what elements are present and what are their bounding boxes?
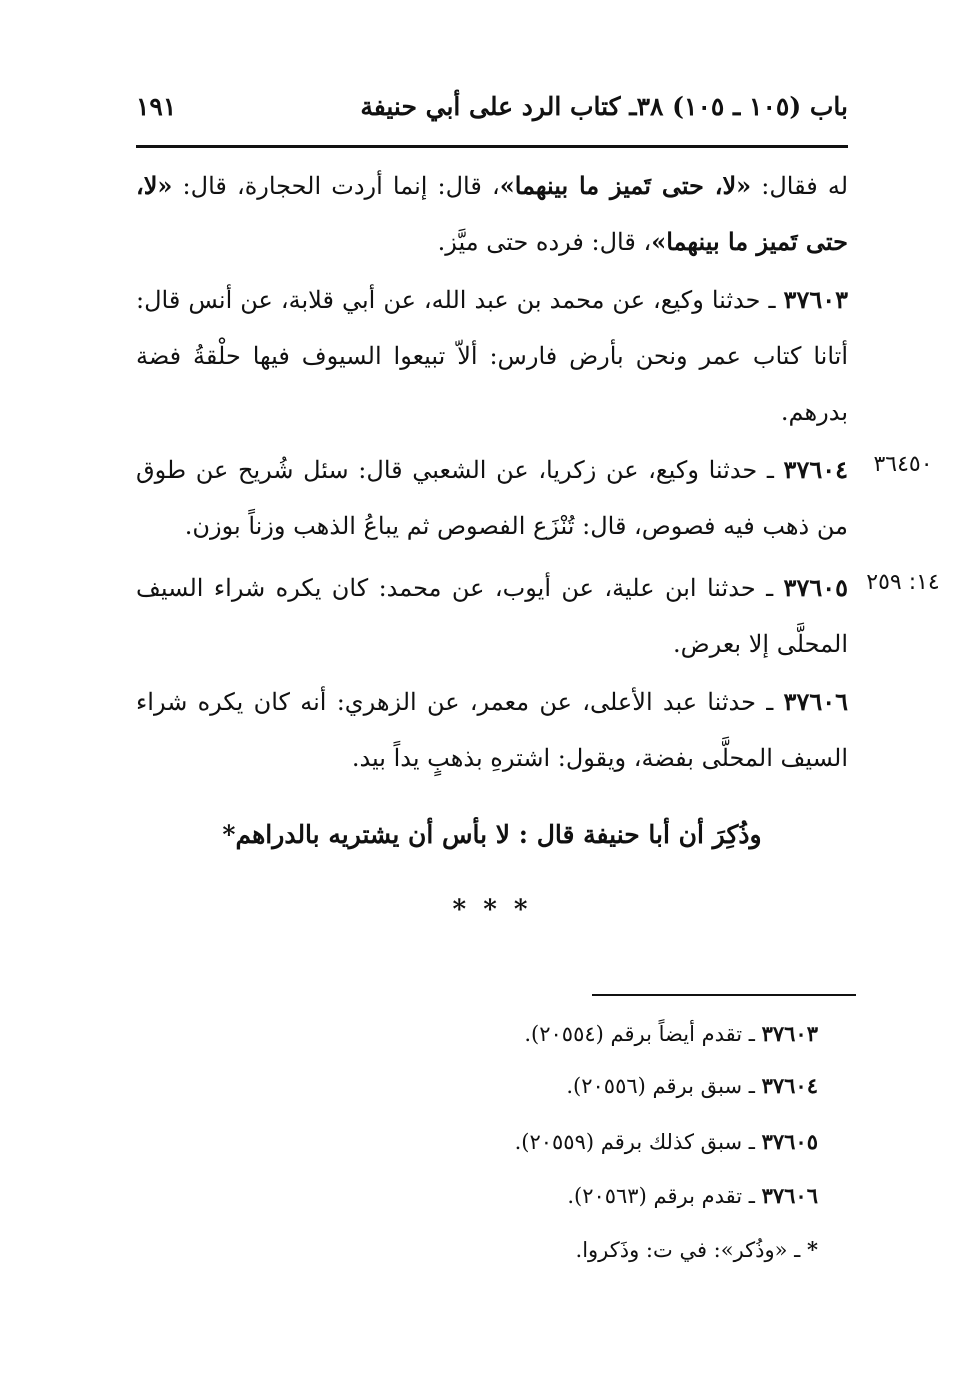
footnote-number: ٣٧٦٠٦ xyxy=(761,1183,818,1208)
section-separator: * * * xyxy=(452,895,532,925)
margin-reference: ١٤: ٢٥٩ xyxy=(866,570,940,595)
footnote-text: ـ «وذُكر»: في ت: وذَكروا. xyxy=(575,1238,808,1262)
running-header xyxy=(136,84,848,128)
header-title: باب (١٠٥ ـ ١٠٥) ٣٨ـ كتاب الرد على أبي حنيفة xyxy=(360,91,848,121)
hadith-text: ـ حدثنا ابن علية، عن أيوب، عن محمد: كان يكره شراء السيف المحلَّى إلا بعرض. xyxy=(136,574,848,658)
hadith-text: ـ حدثنا عبد الأعلى، عن معمر، عن الزهري: أنه كان يكره شراء السيف المحلَّى بفضة، ويقول: اشترهِ بذهبٍ يداً بيد. xyxy=(136,688,848,772)
footnote-number: ٣٧٦٠٣ xyxy=(761,1021,818,1046)
footnote-text: ـ تقدم أيضاً برقم (٢٠٥٥٤). xyxy=(524,1022,762,1046)
hadith-37604 xyxy=(136,442,848,554)
footnote-number: ٣٧٦٠٥ xyxy=(761,1129,818,1154)
quoted-reply: «لا، حتى تَميز ما بينهما» xyxy=(499,171,752,200)
footnote-rule xyxy=(592,994,856,996)
hadith-37606 xyxy=(136,674,848,786)
hadith-37603 xyxy=(136,272,848,440)
hadith-number: ٣٧٦٠٣ xyxy=(783,285,848,314)
hadith-number: ٣٧٦٠٤ xyxy=(783,455,848,484)
hadith-number: ٣٧٦٠٦ xyxy=(783,687,848,716)
hadith-text: ـ حدثنا وكيع، عن محمد بن عبد الله، عن أبي قلابة، عن أنس قال: أتانا كتاب عمر ونحن بأرض فارس: ألاّ تبيعوا السيوف فيها حلْقةُ فضة بدرهم. xyxy=(136,286,848,426)
footnote xyxy=(136,1176,818,1216)
closing-statement: وذُكِرَ أن أبا حنيفة قال : لا بأس أن يشتريه بالدراهم* xyxy=(222,820,762,849)
footnote-text: ـ سبق كذلك برقم (٢٠٥٥٩). xyxy=(514,1130,762,1154)
text-run: له فقال: xyxy=(751,172,849,200)
footnote xyxy=(136,1122,818,1162)
hadith-text: ـ حدثنا وكيع، عن زكريا، عن الشعبي قال: سئل شُريح عن طوق من ذهب فيه فصوص، قال: تُنْزَع الفصوص ثم يباعُ الذهب وزناً بوزن. xyxy=(136,456,848,540)
footnote xyxy=(136,1230,818,1270)
page-number: ١٩١ xyxy=(136,91,177,121)
text-run: ، قال: إنما أردت الحجارة، قال: xyxy=(172,172,500,200)
footnote xyxy=(136,1066,818,1106)
footnote-number: * xyxy=(807,1237,818,1262)
margin-reference: ٣٦٤٥٠ xyxy=(873,452,933,477)
footnote-number: ٣٧٦٠٤ xyxy=(761,1073,818,1098)
paragraph-continuation xyxy=(136,158,848,270)
hadith-number: ٣٧٦٠٥ xyxy=(783,573,848,602)
footnote-text: ـ سبق برقم (٢٠٥٥٦). xyxy=(566,1074,762,1098)
quoted-reply: «لا، حتى تَميز ما بينهما» xyxy=(136,171,848,256)
footnote-text: ـ تقدم برقم (٢٠٥٦٣). xyxy=(567,1184,762,1208)
header-rule xyxy=(136,145,848,148)
text-run: ، قال: فرده حتى ميَّز. xyxy=(437,228,652,256)
footnote xyxy=(136,1014,818,1054)
hadith-37605 xyxy=(136,560,848,672)
